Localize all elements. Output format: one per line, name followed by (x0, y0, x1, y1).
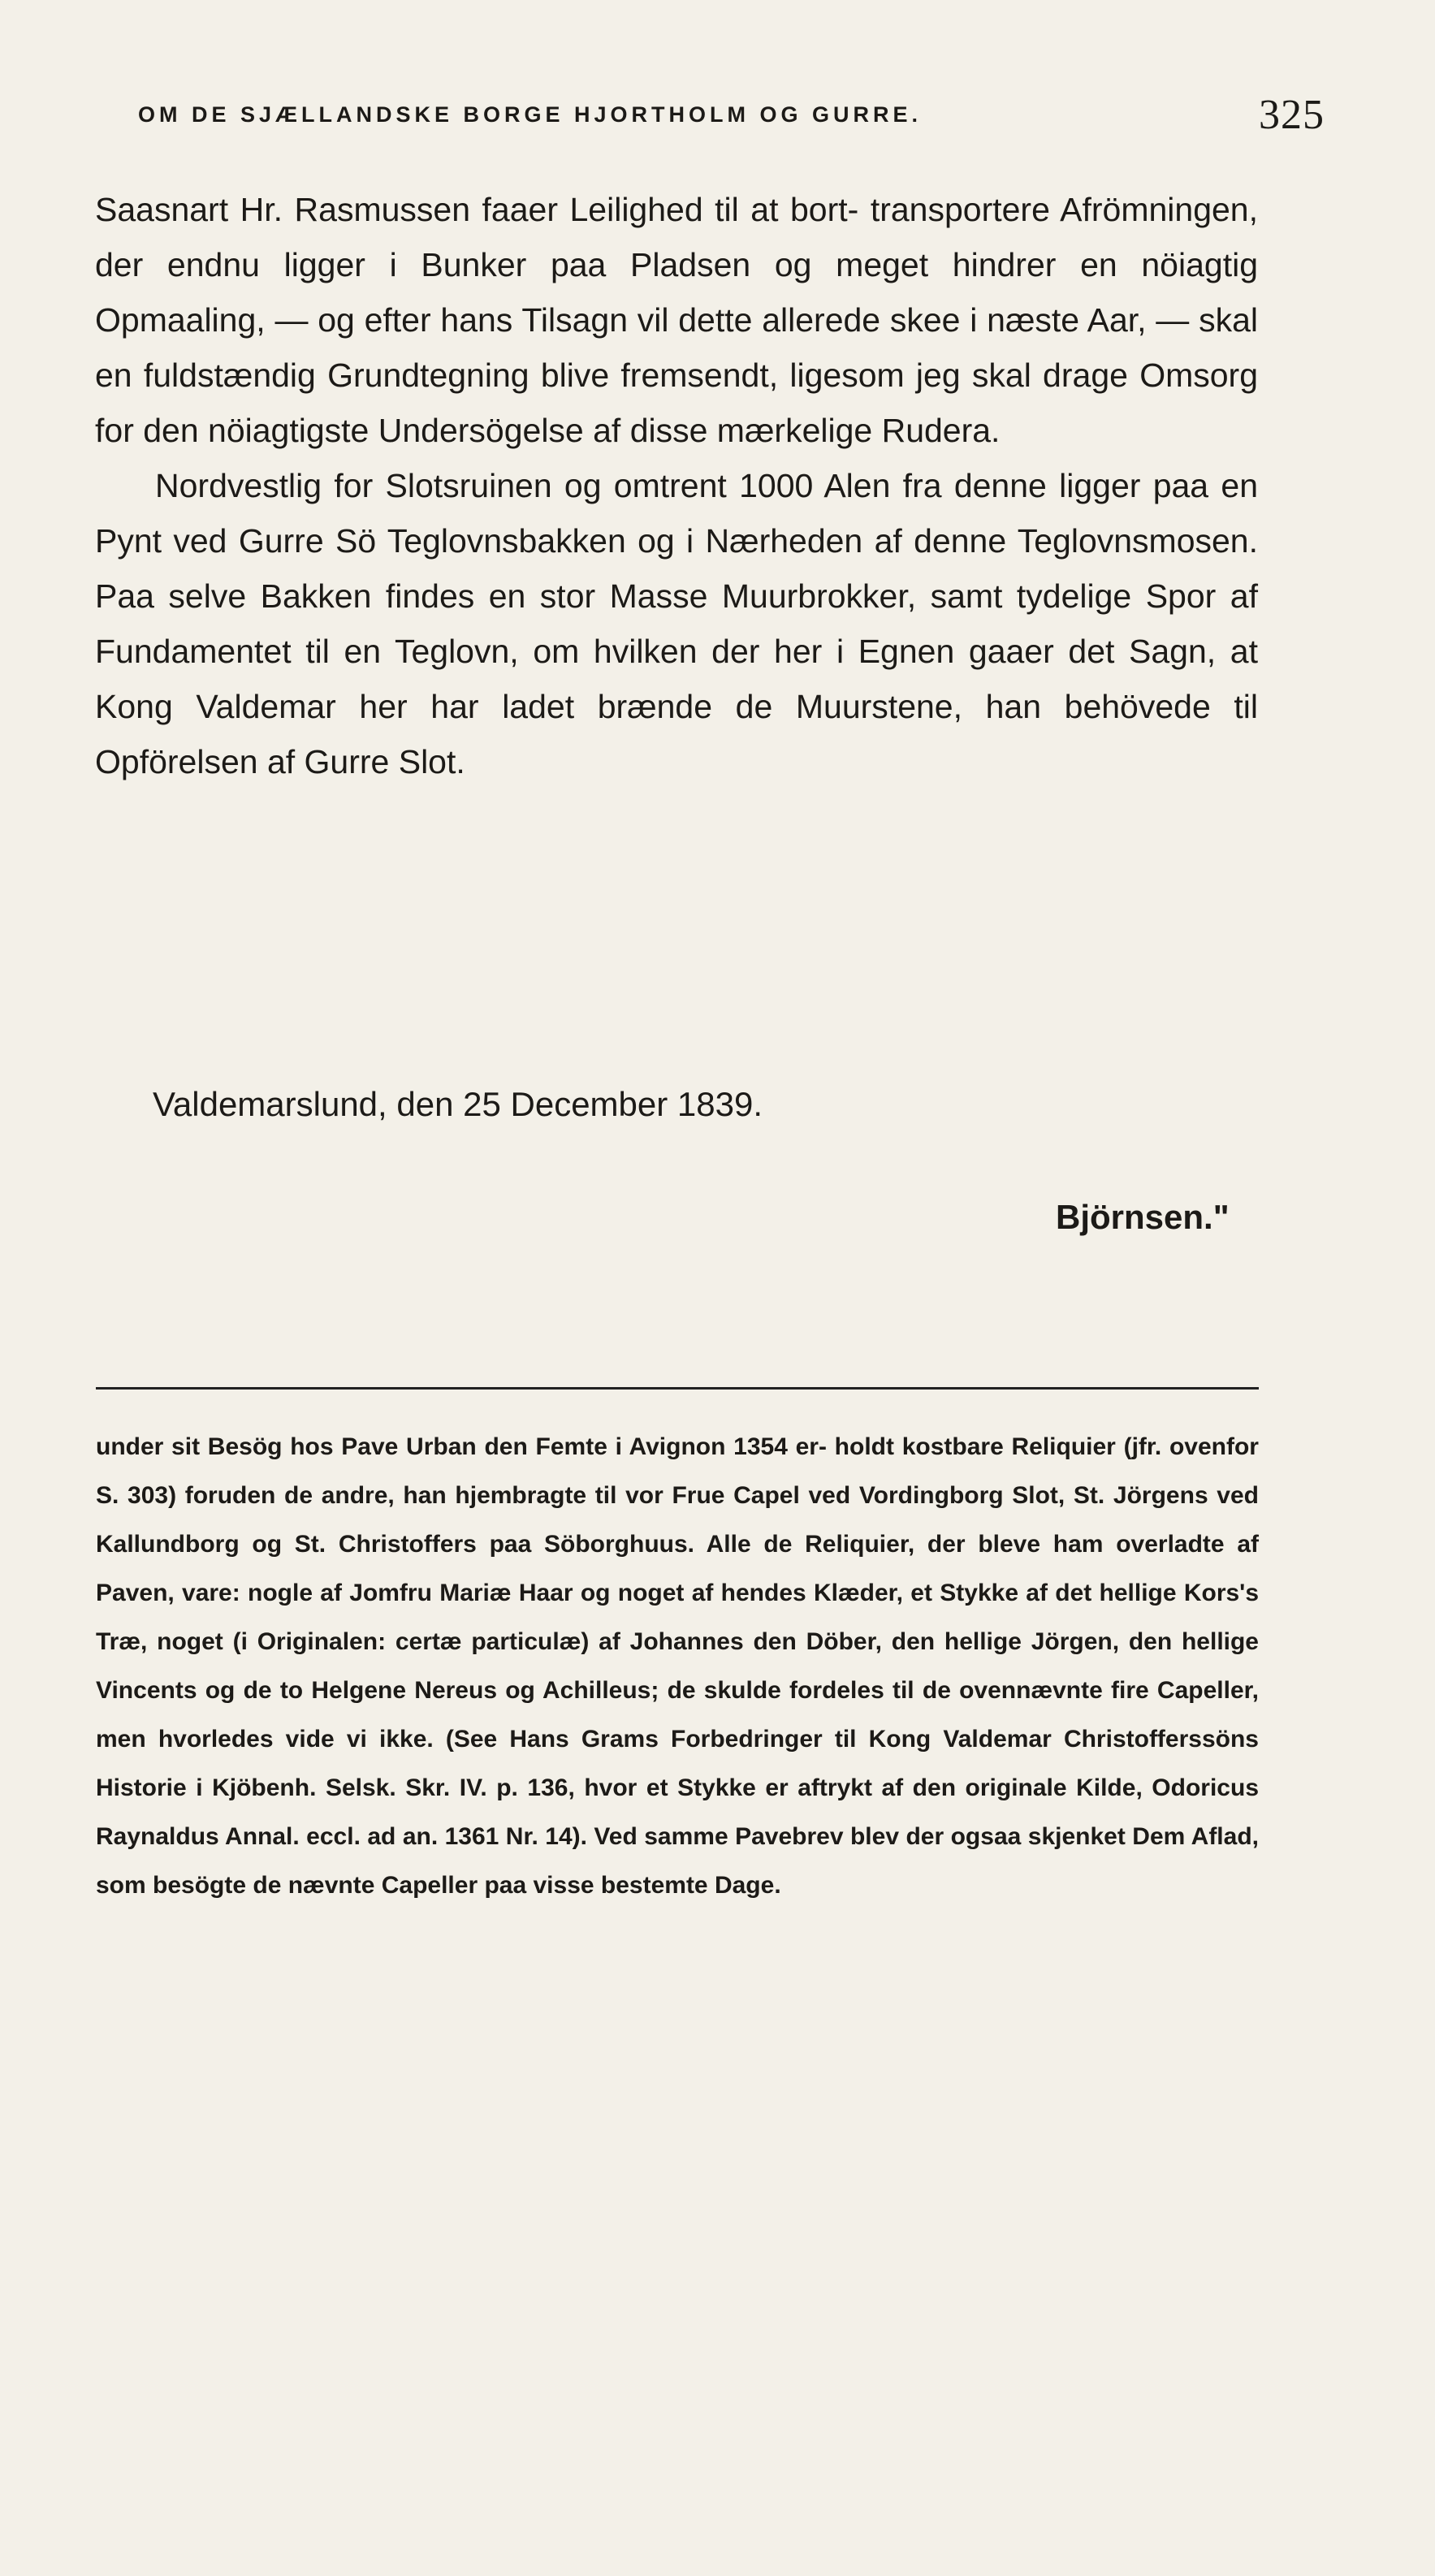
main-text (95, 182, 1258, 789)
paragraph: Saasnart Hr. Rasmussen faaer Leilighed til at bort- transportere Afrömningen, der endnu ligger i Bunker paa Pladsen og meget hindrer en nöiagtig Opmaaling, — og efter hans Tilsagn vil dette allerede skee i næste Aar, — skal en fuldstændig Grundtegning blive fremsendt, ligesom jeg skal drage Omsorg for den nöiagtigste Undersögelse af disse mærkelige Rudera. (95, 191, 1258, 449)
signature: Björnsen." (1056, 1198, 1230, 1236)
dateline: Valdemarslund, den 25 December 1839. (153, 1085, 763, 1123)
paragraph: Nordvestlig for Slotsruinen og omtrent 1000 Alen fra denne ligger paa en Pynt ved Gurre Sö Teglovnsbakken og i Nærheden af denne Teglovnsmosen. Paa selve Bakken findes en stor Masse Muurbrokker, samt tydelige Spor af Fundamentet til en Teglovn, om hvilken der her i Egnen gaaer det Sagn, at Kong Valdemar her har ladet brænde de Muurstene, han behövede til Opförelsen af Gurre Slot. (95, 467, 1258, 780)
running-title: OM DE SJÆLLANDSKE BORGE HJORTHOLM OG GURRE. (138, 102, 923, 127)
footnote: under sit Besög hos Pave Urban den Femte i Avignon 1354 er- holdt kostbare Reliquier (jfr. ovenfor S. 303) foruden de andre, han hjembragte til vor Frue Capel ved Vordingborg Slot, St. Jörgens ved Kallundborg og St. Christoffers paa Söborghuus. Alle de Reliquier, der bleve ham overladte af Paven, vare: nogle af Jomfru Mariæ Haar og noget af hendes Klæder, et Stykke af det hellige Kors's Træ, noget (i Originalen: certæ particulæ) af Johannes den Döber, den hellige Jörgen, den hellige Vincents og de to Helgene Nereus og Achilleus; de skulde fordeles til de ovennævnte fire Capeller, men hvorledes vide vi ikke. (See Hans Grams Forbedringer til Kong Valdemar Christofferssöns Historie i Kjöbenh. Selsk. Skr. IV. p. 136, hvor et Stykke er aftrykt af den originale Kilde, Odoricus Raynaldus Annal. eccl. ad an. 1361 Nr. 14). Ved samme Pavebrev blev der ogsaa skjenket Dem Aflad, som besögte de nævnte Capeller paa visse bestemte Dage. (96, 1433, 1259, 1899)
footnote-divider (96, 1387, 1259, 1390)
running-head (138, 92, 1413, 138)
page-number: 325 (1259, 92, 1325, 138)
